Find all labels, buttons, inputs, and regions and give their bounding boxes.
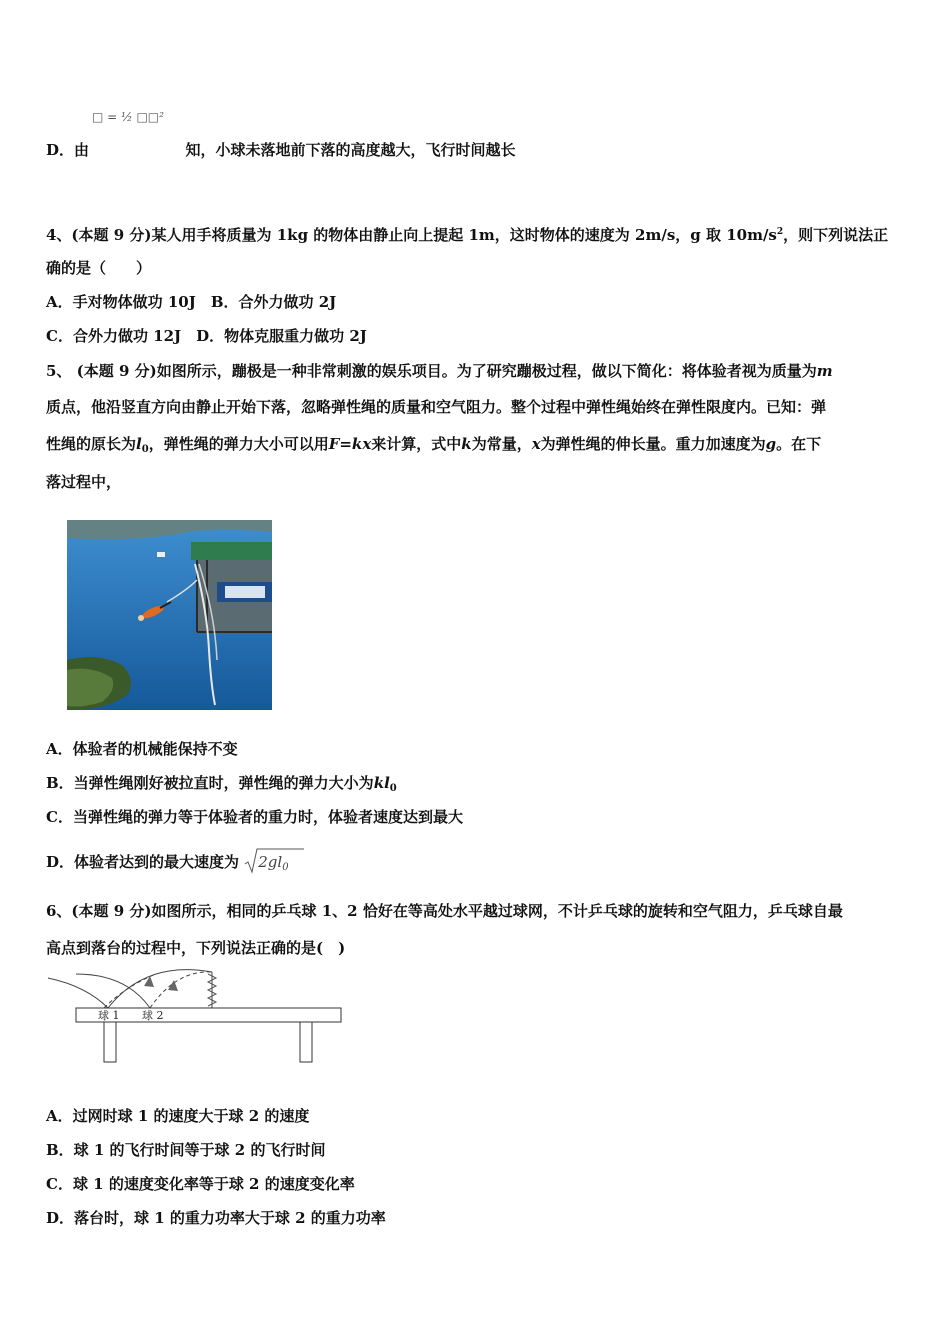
table-tennis-illustration — [46, 966, 346, 1066]
q5-option-b — [46, 773, 397, 799]
q3-option-d-suffix: 知，小球未落地前下落的高度越大，飞行时间越长 — [185, 141, 516, 159]
q5-option-d — [46, 852, 289, 878]
q5-var-m: m — [816, 362, 833, 380]
q5-option-b-var: kl — [373, 774, 390, 792]
q4-stem-text: 4、(本题 9 分)某人用手将质量为 1kg 的物体由静止向上提起 1m，这时物体的速度为 2m/s，g 取 10m/s — [46, 226, 777, 244]
q6-stem-line2: 高点到落台的过程中，下列说法正确的是( ) — [46, 939, 346, 957]
bungee-photo-illustration — [67, 520, 272, 710]
q5-line3-c: 来计算，式中 — [371, 435, 462, 453]
q4-stem-tail: ，则下列说法正 — [783, 226, 889, 244]
q5-line1-text: 5、 (本题 9 分)如图所示，蹦极是一种非常刺激的娱乐项目。为了研究蹦极过程，做以下简化：将体验者视为质量为 — [46, 362, 817, 380]
sqrt-radicand: 2gl — [258, 853, 283, 871]
q5-line3-a: 性绳的原长为 — [46, 435, 137, 453]
q5-option-d-text: D．体验者达到的最大速度为 — [46, 853, 240, 871]
q5-var-g: g — [765, 435, 777, 453]
q5-var-k: k — [461, 435, 472, 453]
q3-option-d-prefix: D．由 — [46, 141, 90, 159]
q5-stem-line4: 落过程中， — [46, 473, 122, 491]
q4-stem-line1 — [46, 222, 888, 245]
sqrt-radicand-sub: 0 — [282, 862, 289, 873]
q5-formula-fkx: F=kx — [328, 435, 372, 453]
q5-option-b-sub: 0 — [389, 783, 397, 794]
q6-option-c: C．球 1 的速度变化率等于球 2 的速度变化率 — [46, 1175, 355, 1193]
q4-options-ab: A．手对物体做功 10J B．合外力做功 2J — [46, 293, 337, 311]
q6-option-d: D．落台时，球 1 的重力功率大于球 2 的重力功率 — [46, 1209, 386, 1227]
q5-stem-line1 — [46, 361, 833, 381]
q4-stem-sup: 2 — [776, 227, 784, 237]
q5-line3-f: 。在下 — [776, 435, 822, 453]
q5-line3-d: 为常量， — [471, 435, 532, 453]
q6-stem-line1: 6、(本题 9 分)如图所示，相同的乒乓球 1、2 恰好在等高处水平越过球网，不计乒乓球的旋转和空气阻力，乒乓球自最 — [46, 902, 843, 920]
q5-option-a: A．体验者的机械能保持不变 — [46, 740, 238, 758]
ball1-label: 球 1 — [98, 1009, 120, 1022]
q6-option-b: B．球 1 的飞行时间等于球 2 的飞行时间 — [46, 1141, 326, 1159]
q5-stem-line3 — [46, 434, 821, 460]
q5-option-b-text: B．当弹性绳刚好被拉直时，弹性绳的弹力大小为 — [46, 774, 374, 792]
q5-var-l: l — [136, 435, 142, 453]
table-tennis-diagram — [46, 966, 346, 1066]
q4-options-cd: C．合外力做功 12J D．物体克服重力做功 2J — [46, 327, 367, 345]
q5-option-c: C．当弹性绳的弹力等于体验者的重力时，体验者速度达到最大 — [46, 808, 463, 826]
ball2-label: 球 2 — [142, 1009, 164, 1022]
sqrt-expression — [244, 852, 288, 878]
q6-option-a: A．过网时球 1 的速度大于球 2 的速度 — [46, 1107, 310, 1125]
bungee-jump-photo — [67, 520, 272, 710]
sqrt-radical-icon — [244, 846, 304, 874]
formula-image-free-fall: □ = ½ □□² — [92, 110, 164, 124]
q4-stem-line2: 确的是（ ） — [46, 259, 152, 277]
q5-line3-b: ，弹性绳的弹力大小可以用 — [148, 435, 329, 453]
q5-line3-e: 为弹性绳的伸长量。重力加速度为 — [540, 435, 766, 453]
q3-option-d — [46, 140, 516, 160]
q5-var-x: x — [531, 435, 541, 453]
q5-var-l-sub: 0 — [141, 444, 149, 455]
q5-stem-line2: 质点，他沿竖直方向由静止开始下落，忽略弹性绳的质量和空气阻力。整个过程中弹性绳始终在弹性限度内。已知：弹 — [46, 398, 827, 416]
